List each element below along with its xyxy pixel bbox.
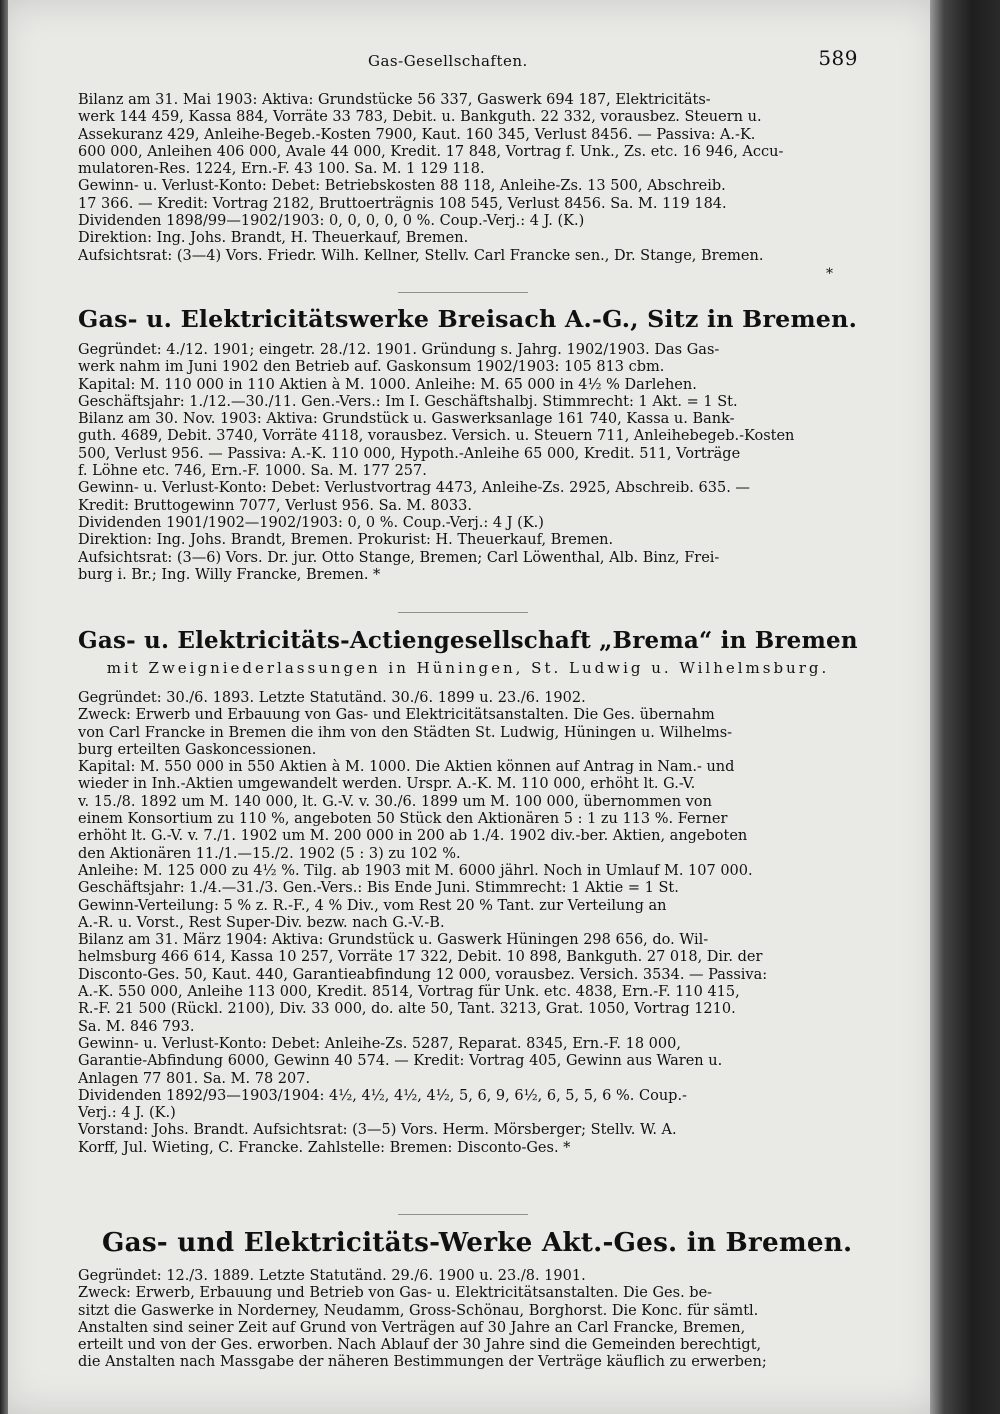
text-line: A.-R. u. Vorst., Rest Super-Div. bezw. nach G.-V.-B. — [78, 914, 445, 931]
text-line: mulatoren-Res. 1224, Ern.-F. 43 100. Sa. M. 1 129 118. — [78, 161, 485, 178]
running-head — [78, 46, 858, 74]
text-line: Bilanz am 31. März 1904: Aktiva: Grundstück u. Gaswerk Hüningen 298 656, do. Wil- — [78, 932, 709, 949]
text-line: den Aktionären 11./1.—15./2. 1902 (5 : 3) zu 102 %. — [78, 845, 461, 862]
text-line: Disconto-Ges. 50, Kaut. 440, Garantieabfindung 12 000, vorausbez. Versich. 3534. — Passiva: — [78, 966, 768, 983]
section-breisach — [78, 302, 858, 584]
text-line: Verj.: 4 J. (K.) — [78, 1105, 176, 1122]
text-line: erteilt und von der Ges. erworben. Nach Ablauf der 30 Jahre sind die Gemeinden berechtigt, — [78, 1337, 762, 1354]
text-line: Bilanz am 30. Nov. 1903: Aktiva: Grundstück u. Gaswerksanlage 161 740, Kassa u. Bank- — [78, 411, 735, 428]
section-title: Gas- und Elektricitäts-Werke Akt.-Ges. in Bremen. — [102, 1227, 853, 1258]
section-continuation — [78, 92, 858, 265]
text-line: sitzt die Gaswerke in Norderney, Neudamm, Gross-Schönau, Borghorst. Die Konc. für sämtl. — [78, 1302, 759, 1319]
section-divider — [398, 1214, 528, 1215]
text-line: erhöht lt. G.-V. v. 7./1. 1902 um M. 200 000 in 200 ab 1./4. 1902 div.-ber. Aktien, angeboten — [78, 828, 748, 845]
text-line: helmsburg 466 614, Kassa 10 257, Vorräte 17 322, Debit. 10 898, Bankguth. 27 018, Dir. der — [78, 949, 763, 966]
text-line: Korff, Jul. Wieting, C. Francke. Zahlstelle: Bremen: Disconto-Ges. * — [78, 1139, 571, 1156]
text-line: Aufsichtsrat: (3—6) Vors. Dr. jur. Otto Stange, Bremen; Carl Löwenthal, Alb. Binz, Frei- — [78, 549, 720, 566]
text-line: burg i. Br.; Ing. Willy Francke, Bremen. * — [78, 566, 381, 583]
text-line: 500, Verlust 956. — Passiva: A.-K. 110 000, Hypoth.-Anleihe 65 000, Kredit. 511, Vorträge — [78, 445, 741, 462]
text-line: Sa. M. 846 793. — [78, 1018, 195, 1035]
text-line: Gegründet: 30./6. 1893. Letzte Statutänd. 30./6. 1899 u. 23./6. 1902. — [78, 690, 586, 706]
text-line: burg erteilten Gaskoncessionen. — [78, 741, 317, 758]
entry-end-star: * — [826, 266, 833, 282]
page-left-edge — [0, 0, 8, 1414]
text-line: 600 000, Anleihen 406 000, Avale 44 000, Kredit. 17 848, Vortrag f. Unk., Zs. etc. 16 946, Accu- — [78, 143, 784, 160]
text-line: Gewinn- u. Verlust-Konto: Debet: Anleihe-Zs. 5287, Reparat. 8345, Ern.-F. 18 000, — [78, 1035, 681, 1052]
text-line: f. Löhne etc. 746, Ern.-F. 1000. Sa. M. 177 257. — [78, 463, 427, 480]
section-divider — [398, 292, 528, 293]
text-line: Kapital: M. 550 000 in 550 Aktien à M. 1000. Die Aktien können auf Antrag in Nam.- und — [78, 759, 735, 776]
text-line: Direktion: Ing. Johs. Brandt, H. Theuerkauf, Bremen. — [78, 230, 469, 247]
text-line: Dividenden 1892/93—1903/1904: 4½, 4½, 4½, 4½, 5, 6, 9, 6½, 6, 5, 5, 6 %. Coup.- — [78, 1087, 687, 1104]
section-divider — [398, 612, 528, 613]
section-title: Gas- u. Elektricitätswerke Breisach A.-G., Sitz in Bremen. — [78, 305, 858, 333]
text-line: Gegründet: 4./12. 1901; eingetr. 28./12. 1901. Gründung s. Jahrg. 1902/1903. Das Gas- — [78, 342, 720, 358]
text-line: von Carl Francke in Bremen die ihm von den Städten St. Ludwig, Hüningen u. Wilhelms- — [78, 724, 733, 741]
section-title: Gas- u. Elektricitäts-Actiengesellschaft „Brema“ in Bremen — [78, 627, 858, 654]
text-line: einem Konsortium zu 110 %, angeboten 50 Stück den Aktionären 5 : 1 zu 113 %. Ferner — [78, 811, 728, 828]
text-line: R.-F. 21 500 (Rückl. 2100), Div. 33 000, do. alte 50, Tant. 3213, Grat. 1050, Vortrag 1210. — [78, 1001, 736, 1018]
text-line: werk 144 459, Kassa 884, Vorräte 33 783, Debit. u. Bankguth. 22 332, vorausbez. Steuern u. — [78, 109, 762, 126]
text-line: Dividenden 1898/99—1902/1903: 0, 0, 0, 0, 0 %. Coup.-Verj.: 4 J. (K.) — [78, 213, 585, 230]
text-line: Garantie-Abfindung 6000, Gewinn 40 574. — Kredit: Vortrag 405, Gewinn aus Waren u. — [78, 1053, 723, 1070]
section-subtitle: mit Zweigniederlassungen in Hüningen, St. Ludwig u. Wilhelmsburg. — [106, 659, 830, 677]
text-line: Dividenden 1901/1902—1902/1903: 0, 0 %. Coup.-Verj.: 4 J (K.) — [78, 514, 544, 531]
text-line: Geschäftsjahr: 1./4.—31./3. Gen.-Vers.: Bis Ende Juni. Stimmrecht: 1 Aktie = 1 St. — [78, 880, 679, 897]
text-line: Zweck: Erwerb und Erbauung von Gas- und Elektricitätsanstalten. Die Ges. übernahm — [78, 707, 715, 724]
text-line: Aufsichtsrat: (3—4) Vors. Friedr. Wilh. Kellner, Stellv. Carl Francke sen., Dr. Stange, Bremen. — [78, 247, 764, 264]
text-line: guth. 4689, Debit. 3740, Vorräte 4118, vorausbez. Versich. u. Steuern 711, Anleihebegeb.-Kosten — [78, 428, 795, 445]
text-line: Gegründet: 12./3. 1889. Letzte Statutänd. 29./6. 1900 u. 23./8. 1901. — [78, 1268, 586, 1284]
text-line: Assekuranz 429, Anleihe-Begeb.-Kosten 7900, Kaut. 160 345, Verlust 8456. — Passiva: A.-K. — [78, 126, 756, 143]
text-line: Anstalten sind seiner Zeit auf Grund von Verträgen auf 30 Jahre an Carl Francke, Bremen, — [78, 1319, 746, 1336]
text-line: Kredit: Bruttogewinn 7077, Verlust 956. Sa. M. 8033. — [78, 497, 472, 514]
text-line: v. 15./8. 1892 um M. 140 000, lt. G.-V. v. 30./6. 1899 um M. 100 000, übernommen von — [78, 793, 712, 810]
text-line: Anleihe: M. 125 000 zu 4½ %. Tilg. ab 1903 mit M. 6000 jährl. Noch in Umlauf M. 107 000. — [78, 862, 753, 879]
section-brema — [78, 624, 858, 1157]
text-line: Gewinn-Verteilung: 5 % z. R.-F., 4 % Div., vom Rest 20 % Tant. zur Verteilung an — [78, 897, 667, 914]
running-title: Gas-Gesellschaften. — [368, 52, 528, 70]
text-line: Zweck: Erwerb, Erbauung und Betrieb von Gas- u. Elektricitätsanstalten. Die Ges. be- — [78, 1285, 713, 1302]
text-line: Gewinn- u. Verlust-Konto: Debet: Verlustvortrag 4473, Anleihe-Zs. 2925, Abschreib. 635. — — [78, 480, 750, 497]
text-line: 17 366. — Kredit: Vortrag 2182, Bruttoerträgnis 108 545, Verlust 8456. Sa. M. 119 184. — [78, 195, 727, 212]
text-line: die Anstalten nach Massgabe der näheren Bestimmungen der Verträge käuflich zu erwerben; — [78, 1354, 767, 1371]
section-werke-akt-ges — [78, 1226, 858, 1372]
text-line: Anlagen 77 801. Sa. M. 78 207. — [78, 1070, 311, 1087]
text-line: Direktion: Ing. Johs. Brandt, Bremen. Prokurist: H. Theuerkauf, Bremen. — [78, 532, 614, 549]
text-line: Bilanz am 31. Mai 1903: Aktiva: Grundstücke 56 337, Gaswerk 694 187, Elektricitäts- — [78, 92, 711, 108]
text-line: A.-K. 550 000, Anleihe 113 000, Kredit. 8514, Vortrag für Unk. etc. 4838, Ern.-F. 110 415, — [78, 984, 740, 1001]
text-line: Kapital: M. 110 000 in 110 Aktien à M. 1000. Anleihe: M. 65 000 in 4½ % Darlehen. — [78, 376, 697, 393]
text-line: Gewinn- u. Verlust-Konto: Debet: Betriebskosten 88 118, Anleihe-Zs. 13 500, Abschreib. — [78, 178, 726, 195]
text-line: wieder in Inh.-Aktien umgewandelt werden. Urspr. A.-K. M. 110 000, erhöht lt. G.-V. — [78, 776, 696, 793]
text-line: Vorstand: Johs. Brandt. Aufsichtsrat: (3—5) Vors. Herm. Mörsberger; Stellv. W. A. — [78, 1122, 677, 1139]
book-gutter — [930, 0, 1000, 1414]
text-line: Geschäftsjahr: 1./12.—30./11. Gen.-Vers.: Im I. Geschäftshalbj. Stimmrecht: 1 Akt. = 1 St. — [78, 393, 738, 410]
text-line: werk nahm im Juni 1902 den Betrieb auf. Gaskonsum 1902/1903: 105 813 cbm. — [78, 359, 665, 376]
page-number: 589 — [818, 46, 858, 70]
